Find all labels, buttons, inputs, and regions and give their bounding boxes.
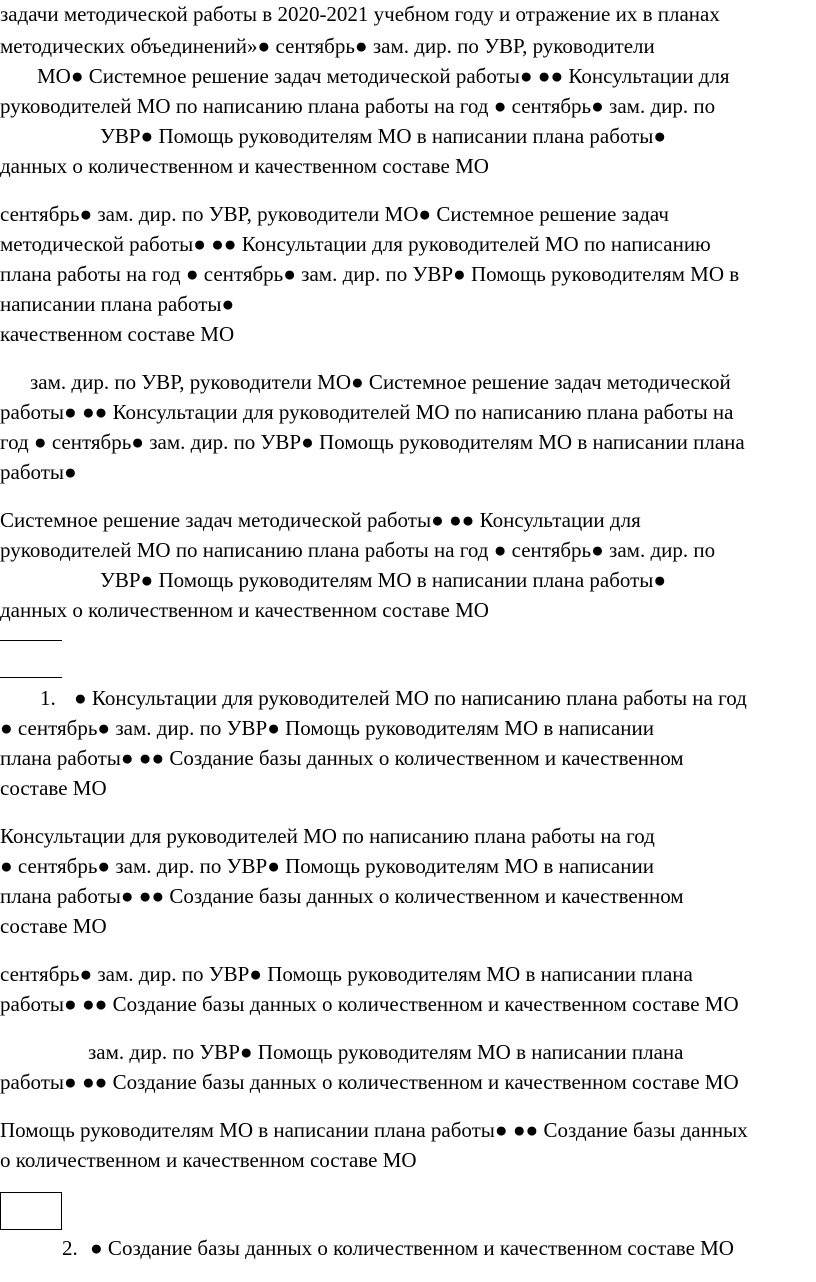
text-line: плана работы● ●● Создание базы данных о количественном и качественном xyxy=(0,884,684,908)
text-line: Консультации для руководителей МО по написанию плана работы на год xyxy=(0,824,655,848)
text-line: год ● сентябрь● зам. дир. по УВР● Помощь руководителям МО в написании плана xyxy=(0,430,745,454)
text-line: сентябрь● зам. дир. по УВР, руководители МО● Системное решение задач xyxy=(0,202,669,226)
list-item-text: ● Создание базы данных о количественном и качественном составе МО xyxy=(90,1236,734,1260)
text-line: зам. дир. по УВР● Помощь руководителям МО в написании плана xyxy=(88,1040,684,1064)
text-line: данных о количественном и качественном составе МО xyxy=(0,154,489,178)
text-line: работы● ●● Создание базы данных о количественном и качественном составе МО xyxy=(0,992,739,1016)
text-line: написании плана работы● xyxy=(0,292,235,316)
text-line: качественном составе МО xyxy=(0,322,235,346)
list-item-number: 2. xyxy=(62,1236,78,1260)
text-line: руководителей МО по написанию плана работы на год ● сентябрь● зам. дир. по xyxy=(0,94,716,118)
text-line: задачи методической работы в 2020-2021 учебном году и отражение их в планах xyxy=(0,2,720,26)
text-line: Системное решение задач методической работы● ●● Консультации для xyxy=(0,508,641,532)
text-line: сентябрь● зам. дир. по УВР● Помощь руководителям МО в написании плана xyxy=(0,962,693,986)
text-line: плана работы● ●● Создание базы данных о количественном и качественном xyxy=(0,746,684,770)
text-line: работы● xyxy=(0,460,77,484)
text-line: составе МО xyxy=(0,914,107,938)
text-line: о количественном и качественном составе МО xyxy=(0,1148,417,1172)
list-item-text: ● Консультации для руководителей МО по написанию плана работы на год xyxy=(74,686,747,710)
text-line: плана работы на год ● сентябрь● зам. дир. по УВР● Помощь руководителям МО в xyxy=(0,262,740,286)
text-line: работы● ●● Консультации для руководителей МО по написанию плана работы на xyxy=(0,400,734,424)
text-line: руководителей МО по написанию плана работы на год ● сентябрь● зам. дир. по xyxy=(0,538,716,562)
text-line: составе МО xyxy=(0,776,107,800)
text-line: МО● Системное решение задач методической работы● ●● Консультации для xyxy=(37,64,730,88)
text-line: зам. дир. по УВР, руководители МО● Системное решение задач методической xyxy=(30,370,731,394)
text-line: УВР● Помощь руководителям МО в написании плана работы● xyxy=(100,124,667,148)
footnote-separator xyxy=(0,677,62,678)
list-item-number: 1. xyxy=(40,686,56,710)
text-line: ● сентябрь● зам. дир. по УВР● Помощь руководителям МО в написании xyxy=(0,716,654,740)
text-line: ● сентябрь● зам. дир. по УВР● Помощь руководителям МО в написании xyxy=(0,854,654,878)
footnote-separator xyxy=(0,640,62,641)
text-line: Помощь руководителям МО в написании плана работы● ●● Создание базы данных xyxy=(0,1118,748,1142)
text-line: методической работы● ●● Консультации для руководителей МО по написанию xyxy=(0,232,711,256)
text-line: работы● ●● Создание базы данных о количественном и качественном составе МО xyxy=(0,1070,739,1094)
empty-box xyxy=(0,1192,62,1230)
text-line: методических объединений»● сентябрь● зам. дир. по УВР, руководители xyxy=(0,34,655,58)
text-line: УВР● Помощь руководителям МО в написании плана работы● xyxy=(100,568,667,592)
text-line: данных о количественном и качественном составе МО xyxy=(0,598,489,622)
